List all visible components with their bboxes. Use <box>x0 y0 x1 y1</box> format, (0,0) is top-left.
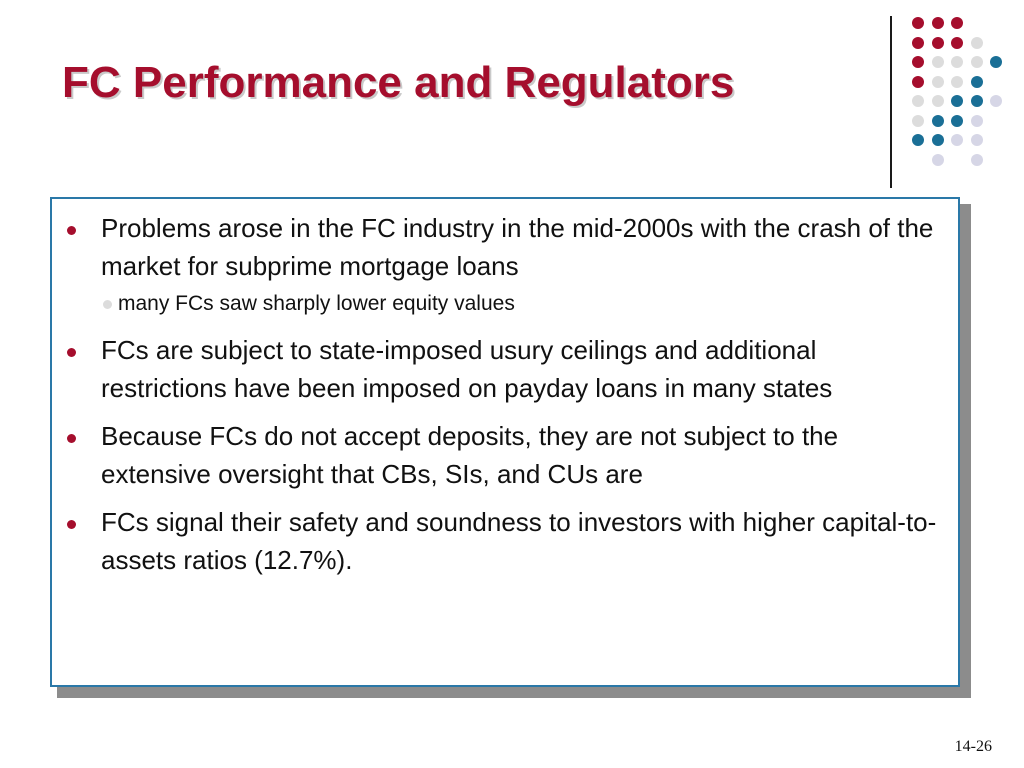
decorative-dot <box>971 95 983 107</box>
decorative-dot <box>932 134 944 146</box>
decorative-dot <box>971 76 983 88</box>
decorative-dot <box>951 95 963 107</box>
decorative-dot <box>932 115 944 127</box>
decorative-dot <box>932 95 944 107</box>
decorative-dot <box>932 56 944 68</box>
decorative-dot <box>912 134 924 146</box>
decorative-dot <box>971 37 983 49</box>
decorative-dot <box>932 37 944 49</box>
bullet-item <box>52 331 952 407</box>
decorative-dot <box>932 154 944 166</box>
bullet-text: FCs are subject to state-imposed usury ceilings and additional restrictions have been imposed on payday loans in many states <box>101 335 833 403</box>
decorative-dot <box>951 37 963 49</box>
decorative-dot <box>912 37 924 49</box>
title-divider-line <box>890 16 892 188</box>
decorative-dot <box>951 115 963 127</box>
decorative-dot <box>912 95 924 107</box>
decorative-dot <box>912 76 924 88</box>
bullet-item <box>52 503 952 579</box>
decorative-dot <box>990 95 1002 107</box>
decorative-dot <box>912 56 924 68</box>
sub-bullet-dot-icon <box>103 300 112 309</box>
decorative-dot <box>951 17 963 29</box>
bullet-item <box>52 417 952 493</box>
content-box <box>50 197 960 687</box>
slide-title: FC Performance and Regulators <box>62 58 735 107</box>
decorative-dot <box>971 134 983 146</box>
bullet-dot-icon <box>67 348 76 357</box>
decorative-dot <box>971 115 983 127</box>
bullet-dot-icon <box>67 226 76 235</box>
decorative-dot <box>951 134 963 146</box>
bullet-dot-icon <box>67 520 76 529</box>
sub-bullet-text: many FCs saw sharply lower equity values <box>118 292 515 315</box>
sub-bullet-list <box>101 287 946 321</box>
decorative-dot <box>912 17 924 29</box>
decorative-dot <box>912 115 924 127</box>
decorative-dot <box>971 154 983 166</box>
bullet-list <box>52 209 952 589</box>
bullet-text: FCs signal their safety and soundness to investors with higher capital-to-assets ratios (12.7%). <box>101 507 937 575</box>
sub-bullet-item <box>52 287 946 321</box>
decorative-dot <box>990 56 1002 68</box>
bullet-text: Problems arose in the FC industry in the mid-2000s with the crash of the market for subprime mortgage loans <box>101 213 934 281</box>
bullet-text: Because FCs do not accept deposits, they are not subject to the extensive oversight that CBs, SIs, and CUs are <box>101 421 839 489</box>
bullet-item <box>52 209 952 321</box>
decorative-dot <box>932 76 944 88</box>
decorative-dot <box>971 56 983 68</box>
decorative-dot <box>951 56 963 68</box>
decorative-dot <box>932 17 944 29</box>
bullet-dot-icon <box>67 434 76 443</box>
slide-number: 14-26 <box>954 738 992 755</box>
decorative-dot <box>951 76 963 88</box>
